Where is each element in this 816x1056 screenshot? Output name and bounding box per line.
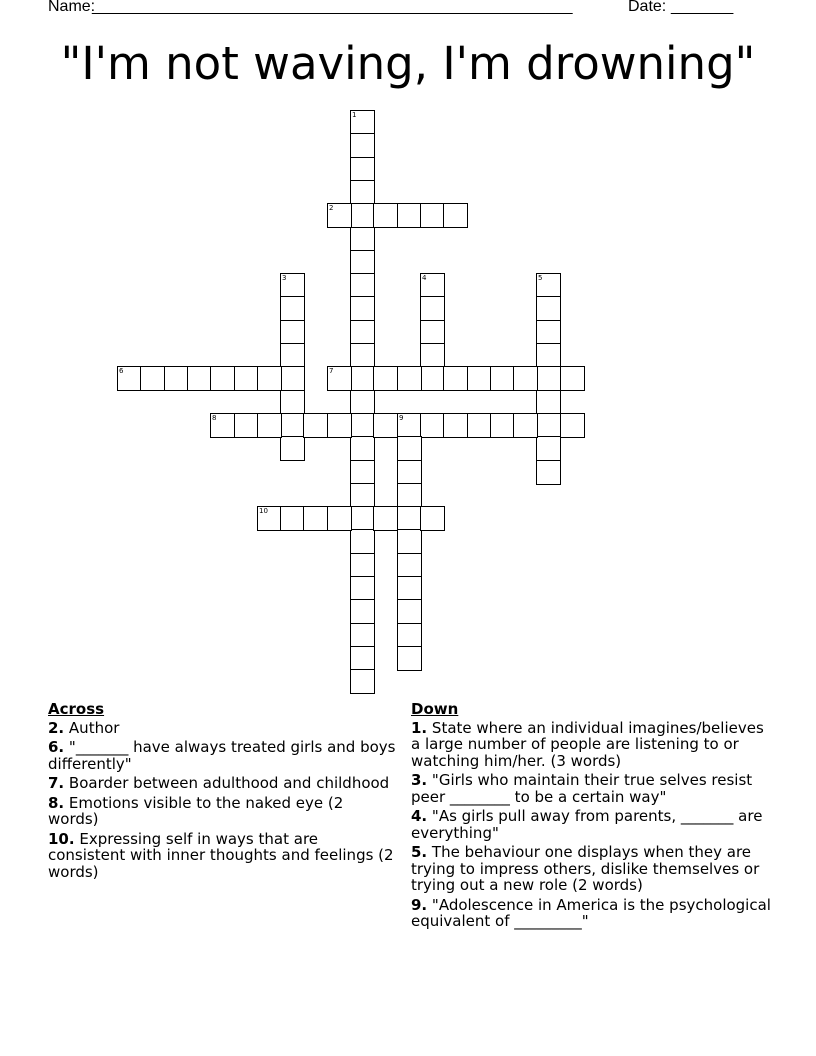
down-clues bbox=[411, 701, 771, 933]
crossword-cell[interactable] bbox=[210, 366, 235, 391]
crossword-cell[interactable] bbox=[420, 320, 445, 345]
clue-down-3 bbox=[411, 772, 771, 805]
crossword-cell[interactable] bbox=[397, 366, 422, 391]
crossword-cell[interactable] bbox=[560, 413, 585, 438]
clue-number: 8. bbox=[48, 793, 65, 812]
clue-down-4 bbox=[411, 808, 771, 841]
crossword-cell[interactable] bbox=[350, 529, 375, 554]
crossword-cell[interactable] bbox=[536, 343, 561, 368]
clue-number: 9. bbox=[411, 895, 428, 914]
crossword-cell[interactable] bbox=[536, 273, 561, 298]
cell-number: 2 bbox=[329, 204, 334, 212]
clue-number: 4. bbox=[411, 807, 428, 825]
clue-text: Expressing self in ways that are consistent with inner thoughts and feelings (2 words) bbox=[48, 829, 394, 881]
crossword-cell[interactable] bbox=[350, 436, 375, 461]
crossword-cell[interactable] bbox=[187, 366, 212, 391]
crossword-cell[interactable] bbox=[303, 506, 328, 531]
crossword-cell[interactable] bbox=[234, 366, 259, 391]
clue-text: The behaviour one displays when they are trying to impress others, dislike themselves or trying out a new role (2 words) bbox=[411, 843, 760, 894]
across-heading: Across bbox=[48, 700, 105, 718]
crossword-cell[interactable] bbox=[397, 460, 422, 485]
crossword-cell[interactable] bbox=[117, 366, 142, 391]
puzzle-title: "I'm not waving, I'm drowning" bbox=[60, 37, 756, 90]
crossword-cell[interactable] bbox=[140, 366, 165, 391]
crossword-cell[interactable] bbox=[257, 413, 282, 438]
crossword-cell[interactable] bbox=[350, 506, 375, 531]
clue-text: "_______ have always treated girls and boys differently" bbox=[48, 738, 396, 773]
crossword-cell[interactable] bbox=[350, 110, 375, 135]
crossword-cell[interactable] bbox=[350, 227, 375, 252]
clue-text: "Adolescence in America is the psychological equivalent of _________" bbox=[411, 895, 771, 930]
name-field[interactable]: ______________________________________________________ bbox=[92, 0, 573, 15]
crossword-cell[interactable] bbox=[280, 413, 305, 438]
crossword-cell[interactable] bbox=[420, 273, 445, 298]
cell-number: 7 bbox=[329, 367, 334, 375]
crossword-cell[interactable] bbox=[467, 413, 492, 438]
crossword-cell[interactable] bbox=[280, 343, 305, 368]
crossword-cell[interactable] bbox=[373, 366, 398, 391]
crossword-cell[interactable] bbox=[397, 436, 422, 461]
clue-number: 1. bbox=[411, 718, 428, 737]
crossword-cell[interactable] bbox=[350, 296, 375, 321]
crossword-cell[interactable] bbox=[280, 366, 305, 391]
crossword-cell[interactable] bbox=[536, 413, 561, 438]
clue-text: Author bbox=[68, 718, 120, 737]
crossword-cell[interactable] bbox=[513, 413, 538, 438]
crossword-cell[interactable] bbox=[350, 576, 375, 601]
crossword-cell[interactable] bbox=[280, 506, 305, 531]
crossword-cell[interactable] bbox=[397, 203, 422, 228]
crossword-cell[interactable] bbox=[536, 436, 561, 461]
crossword-cell[interactable] bbox=[210, 413, 235, 438]
crossword-cell[interactable] bbox=[350, 203, 375, 228]
clue-down-5 bbox=[411, 844, 771, 894]
crossword-cell[interactable] bbox=[373, 413, 398, 438]
crossword-cell[interactable] bbox=[350, 599, 375, 624]
clue-across-8 bbox=[48, 795, 398, 828]
crossword-cell[interactable] bbox=[397, 553, 422, 578]
cell-number: 6 bbox=[119, 367, 124, 375]
crossword-cell[interactable] bbox=[373, 506, 398, 531]
clue-text: Boarder between adulthood and childhood bbox=[68, 774, 390, 792]
crossword-cell[interactable] bbox=[350, 483, 375, 508]
clue-down-1 bbox=[411, 720, 771, 770]
crossword-cell[interactable] bbox=[397, 646, 422, 671]
crossword-cell[interactable] bbox=[536, 296, 561, 321]
crossword-cell[interactable] bbox=[350, 180, 375, 205]
clue-number: 10. bbox=[48, 829, 75, 848]
crossword-cell[interactable] bbox=[350, 250, 375, 275]
crossword-cell[interactable] bbox=[536, 366, 561, 391]
date-label: Date: bbox=[628, 0, 667, 15]
crossword-cell[interactable] bbox=[280, 296, 305, 321]
crossword-cell[interactable] bbox=[420, 506, 445, 531]
crossword-cell[interactable] bbox=[350, 413, 375, 438]
clue-number: 6. bbox=[48, 738, 65, 756]
crossword-cell[interactable] bbox=[420, 413, 445, 438]
clue-across-2 bbox=[48, 720, 398, 737]
clue-text: State where an individual imagines/believes a large number of people are listening to or watching him/her. (3 words) bbox=[411, 718, 764, 770]
crossword-cell[interactable] bbox=[350, 157, 375, 182]
cell-number: 4 bbox=[422, 274, 427, 282]
clue-down-9 bbox=[411, 897, 771, 930]
crossword-cell[interactable] bbox=[303, 413, 328, 438]
cell-number: 8 bbox=[212, 414, 217, 422]
crossword-cell[interactable] bbox=[536, 390, 561, 415]
crossword-cell[interactable] bbox=[513, 366, 538, 391]
crossword-cell[interactable] bbox=[397, 483, 422, 508]
name-label: Name: bbox=[48, 0, 96, 15]
crossword-cell[interactable] bbox=[443, 413, 468, 438]
crossword-cell[interactable] bbox=[397, 599, 422, 624]
crossword-cell[interactable] bbox=[350, 273, 375, 298]
clue-number: 5. bbox=[411, 843, 428, 861]
crossword-cell[interactable] bbox=[420, 366, 445, 391]
crossword-cell[interactable] bbox=[467, 366, 492, 391]
crossword-cell[interactable] bbox=[350, 646, 375, 671]
cell-number: 5 bbox=[538, 274, 543, 282]
crossword-cell[interactable] bbox=[164, 366, 189, 391]
cell-number: 3 bbox=[282, 274, 287, 282]
crossword-cell[interactable] bbox=[327, 506, 352, 531]
crossword-cell[interactable] bbox=[350, 623, 375, 648]
crossword-cell[interactable] bbox=[350, 320, 375, 345]
crossword-cell[interactable] bbox=[397, 576, 422, 601]
crossword-cell[interactable] bbox=[560, 366, 585, 391]
crossword-cell[interactable] bbox=[397, 623, 422, 648]
clue-text: "Girls who maintain their true selves resist peer ________ to be a certain way" bbox=[411, 771, 753, 806]
crossword-cell[interactable] bbox=[327, 366, 352, 391]
crossword-cell[interactable] bbox=[536, 320, 561, 345]
crossword-cell[interactable] bbox=[490, 366, 515, 391]
clue-number: 7. bbox=[48, 774, 65, 792]
cell-number: 9 bbox=[399, 414, 404, 422]
crossword-cell[interactable] bbox=[280, 320, 305, 345]
cell-number: 10 bbox=[259, 507, 268, 515]
crossword-cell[interactable] bbox=[373, 203, 398, 228]
clue-text: Emotions visible to the naked eye (2 words) bbox=[48, 793, 344, 828]
clue-text: "As girls pull away from parents, _______ are everything" bbox=[411, 807, 763, 842]
clue-across-10 bbox=[48, 831, 398, 881]
crossword-cell[interactable] bbox=[397, 506, 422, 531]
crossword-cell[interactable] bbox=[420, 296, 445, 321]
clue-number: 2. bbox=[48, 718, 65, 737]
crossword-cell[interactable] bbox=[350, 460, 375, 485]
crossword-cell[interactable] bbox=[420, 203, 445, 228]
crossword-cell[interactable] bbox=[490, 413, 515, 438]
crossword-cell[interactable] bbox=[350, 390, 375, 415]
crossword-cell[interactable] bbox=[397, 529, 422, 554]
crossword-cell[interactable] bbox=[350, 366, 375, 391]
clue-number: 3. bbox=[411, 771, 428, 789]
crossword-cell[interactable] bbox=[443, 203, 468, 228]
crossword-cell[interactable] bbox=[257, 506, 282, 531]
crossword-cell[interactable] bbox=[397, 413, 422, 438]
crossword-cell[interactable] bbox=[420, 343, 445, 368]
crossword-cell[interactable] bbox=[443, 366, 468, 391]
crossword-cell[interactable] bbox=[350, 133, 375, 158]
crossword-cell[interactable] bbox=[327, 203, 352, 228]
crossword-cell[interactable] bbox=[350, 669, 375, 694]
crossword-cell[interactable] bbox=[257, 366, 282, 391]
crossword-cell[interactable] bbox=[327, 413, 352, 438]
crossword-cell[interactable] bbox=[280, 273, 305, 298]
crossword-cell[interactable] bbox=[350, 553, 375, 578]
crossword-cell[interactable] bbox=[234, 413, 259, 438]
date-field[interactable]: _______ bbox=[671, 0, 734, 15]
crossword-cell[interactable] bbox=[350, 343, 375, 368]
clue-across-7 bbox=[48, 775, 398, 792]
crossword-cell[interactable] bbox=[536, 460, 561, 485]
down-heading: Down bbox=[411, 700, 459, 718]
across-clues bbox=[48, 701, 398, 883]
crossword-cell[interactable] bbox=[280, 436, 305, 461]
cell-number: 1 bbox=[352, 111, 357, 119]
crossword-cell[interactable] bbox=[280, 390, 305, 415]
clue-across-6 bbox=[48, 739, 398, 772]
